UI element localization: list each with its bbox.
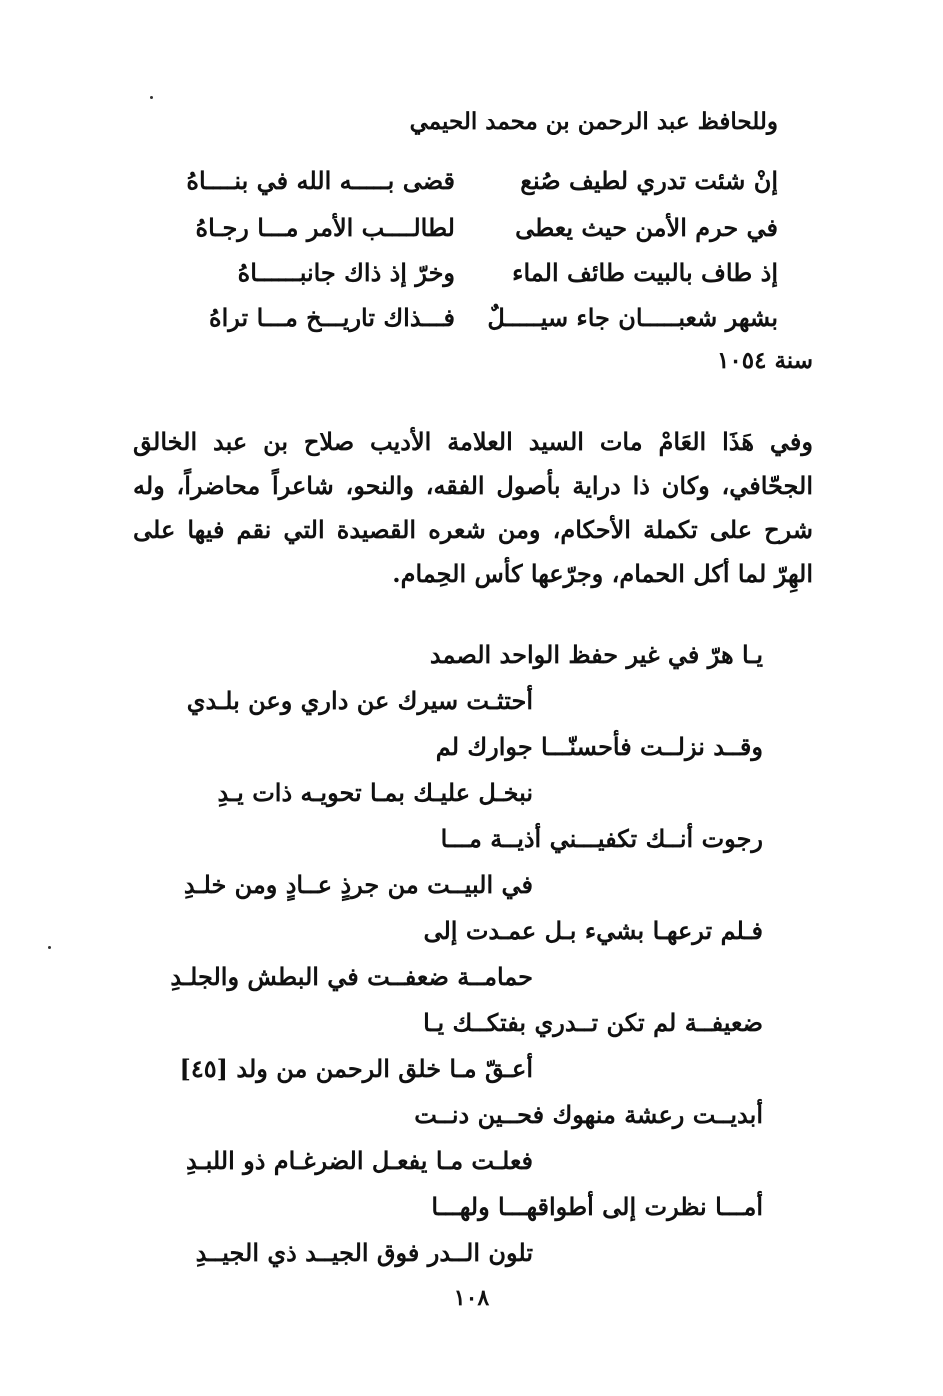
poem-line: ضعيفــة لم تكن تــدري بفتكــك يـا — [423, 1008, 763, 1037]
poem-attribution-heading: وللحافظ عبد الرحمن بن محمد الحيمي — [409, 108, 778, 135]
poem-line: وقــد نزلــت فأحسنّـــا جوارك لم — [435, 732, 763, 761]
poem-line: أمـــا نظرت إلى أطواقهـــا ولهـــا — [431, 1192, 763, 1221]
poem-line: حمامــة ضعفــت في البطش والجلـدِ — [170, 962, 533, 991]
prose-text: مات السيد العلامة الأديب صلاح بن عبد الخالق الجحّافي، وكان ذا دراية بأصول الفقه، والنحو، شاعراً محاضراً، وله شرح على تكملة الأحكام، ومن شعره القصيدة التي نقم فيها على الهِرّ لما أكل الحمام، وجرّعها كأس الحِمام. — [133, 427, 813, 588]
verse-2-right: في حرم الأمن حيث يعطى — [515, 213, 778, 242]
poem-line: فعلـت مـا يفعـل الضرغـام ذو اللبـدِ — [185, 1146, 533, 1175]
prose-paragraph — [133, 420, 813, 596]
verse-1-left: قضى بـــــه الله في بنــــاهُ — [186, 166, 455, 195]
verse-4-right: بشهر شعبـــــان جاء سيـــــلٌ — [487, 303, 778, 332]
prose-lead: وفي هَذَا العَامْ — [658, 427, 813, 456]
verse-1-right: إنْ شئت تدري لطيف صُنع — [520, 166, 778, 195]
poem-line: يـا هرّ في غير حفظ الواحد الصمد — [429, 640, 763, 669]
scan-speck — [48, 946, 51, 949]
poem-line: نبخـل عليـك بمـا تحويـه ذات يـدِ — [217, 778, 533, 807]
poem-line: رجوت أنــك تكفيـــني أذيــة مـــا — [440, 824, 763, 853]
verse-2-left: لطالــــب الأمر مـــا رجـاهُ — [195, 213, 455, 242]
poem-line: أبديــت رعشة منهوك فحــين دنــت — [414, 1100, 763, 1129]
page-number: ١٠٨ — [453, 1285, 490, 1311]
year-line: سنة ١٠٥٤ — [717, 347, 813, 374]
poem-line: أعـقّ مـا خلق الرحمن من ولد [٤٥] — [179, 1054, 533, 1083]
poem-line: فـلم ترعهـا بشيء بـل عمـدت إلى — [423, 916, 763, 945]
poem-line: في البيــت من جرذٍ عــادٍ ومن خلـدِ — [183, 870, 533, 899]
verse-4-left: فـــذاك تاريـــخ مـــا تراهُ — [209, 303, 455, 332]
verse-3-left: وخرّ إذ ذاك جانبــــــاهُ — [237, 258, 455, 287]
poem-line: تلون الــدر فوق الجيــد ذي الجيــدِ — [195, 1238, 533, 1267]
verse-3-right: إذ طاف بالبيت طائف الماء — [512, 258, 778, 287]
scan-speck — [150, 96, 153, 99]
poem-line: أحتثـت سيرك عن داري وعن بلـدي — [186, 686, 533, 715]
